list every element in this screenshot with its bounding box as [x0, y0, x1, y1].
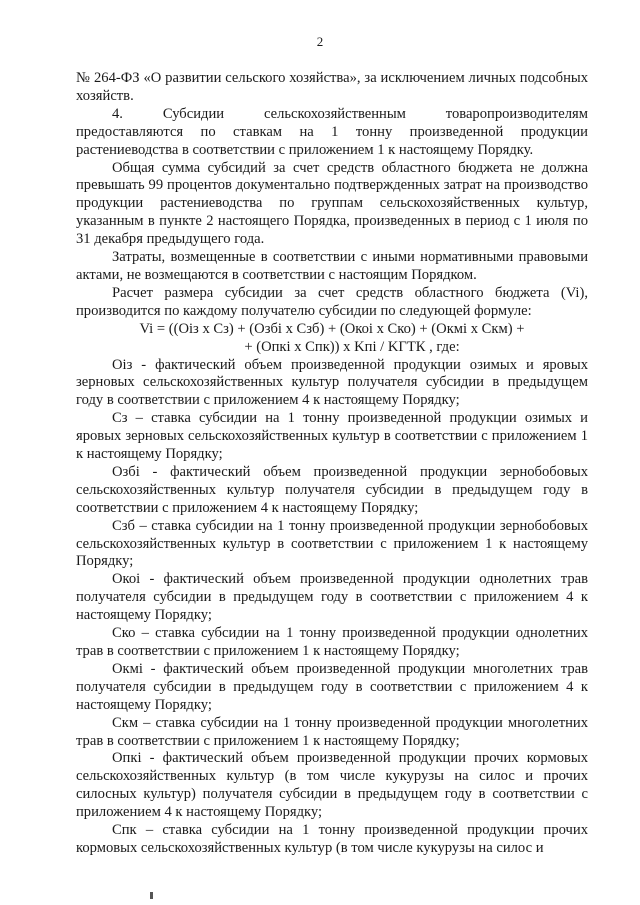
paragraph-law-reference: № 264-ФЗ «О развитии сельского хозяйства», за исключением личных подсобных хозяйств. [76, 70, 588, 104]
paragraph-total-subsidy: Общая сумма субсидий за счет средств областного бюджета не должна превышать 99 процентов документально подтвержденных затрат на производство продукции растениеводства по группам сельскохозяйственных культур, указанным в пункте 2 настоящего Порядка, произведенных в период с 1 июля по 31 декабря предыдущего года. [76, 159, 588, 248]
definition-o-koi: Oкоi - фактический объем произведенной продукции однолетних трав получателя субсидии в предыдущем году в соответствии с приложением 4 к настоящему Порядку; [76, 571, 588, 624]
definition-o-zbi: Oзбi - фактический объем произведенной продукции зернобобовых сельскохозяйственных культур получателя субсидии в предыдущем году в соответствии с приложением 4 к настоящему Порядку; [76, 463, 588, 516]
document-body [76, 70, 588, 858]
scan-artifact [150, 892, 153, 899]
definition-c-km: Cкм – ставка субсидии на 1 тонну произведенной продукции многолетних трав в соответствии с приложением 1 к настоящему Порядку; [76, 714, 588, 749]
definition-c-pk: Cпк – ставка субсидии на 1 тонну произведенной продукции прочих кормовых сельскохозяйственных культур (в том числе кукурузы на силос и [76, 822, 588, 856]
paragraph-item-4: 4. Субсидии сельскохозяйственным товаропроизводителям предоставляются по ставкам на 1 тонну произведенной продукции растениеводства в соответствии с приложением 1 к настоящему Порядку. [76, 105, 588, 158]
definition-o-iz: Oiз - фактический объем произведенной продукции озимых и яровых зерновых сельскохозяйственных культур получателя субсидии в предыдущем году в соответствии с приложением 4 к настоящему Порядку; [76, 356, 588, 409]
definition-c-z: Cз – ставка субсидии на 1 тонну произведенной продукции озимых и яровых зерновых сельскохозяйственных культур в соответствии с приложением 1 к настоящему Порядку; [76, 410, 588, 463]
page-number: 2 [316, 34, 324, 49]
definition-c-zb: Cзб – ставка субсидии на 1 тонну произведенной продукции зернобобовых сельскохозяйственных культур в соответствии с приложением 1 к настоящему Порядку; [76, 517, 588, 570]
paragraph-costs: Затраты, возмещенные в соответствии с иными нормативными правовыми актами, не возмещаются в соответствии с настоящим Порядком. [76, 249, 588, 283]
definition-o-pki: Oпкi - фактический объем произведенной продукции прочих кормовых сельскохозяйственных культур (в том числе кукурузы на силос и прочих силосных культур) получателя субсидии в предыдущем году в соответствии с приложением 4 к настоящему Порядку; [76, 750, 588, 821]
definition-c-ko: Cко – ставка субсидии на 1 тонну произведенной продукции однолетних трав в соответствии с приложением 1 к настоящему Порядку; [76, 625, 588, 659]
formula-line-1: Vi = ((Oiз x Cз) + (Oзбi x Cзб) + (Oкоi x Cко) + (Oкмi x Cкм) + [139, 320, 525, 337]
formula-line-2: + (Oпкi x Cпк)) x Kпi / KГТК , где: [244, 338, 460, 355]
definition-o-kmi: Oкмi - фактический объем произведенной продукции многолетних трав получателя субсидии в предыдущем году в соответствии с приложением 4 к настоящему Порядку; [76, 660, 588, 713]
paragraph-calculation: Расчет размера субсидии за счет средств областного бюджета (Vi), производится по каждому получателю субсидии по следующей формуле: [76, 284, 588, 319]
